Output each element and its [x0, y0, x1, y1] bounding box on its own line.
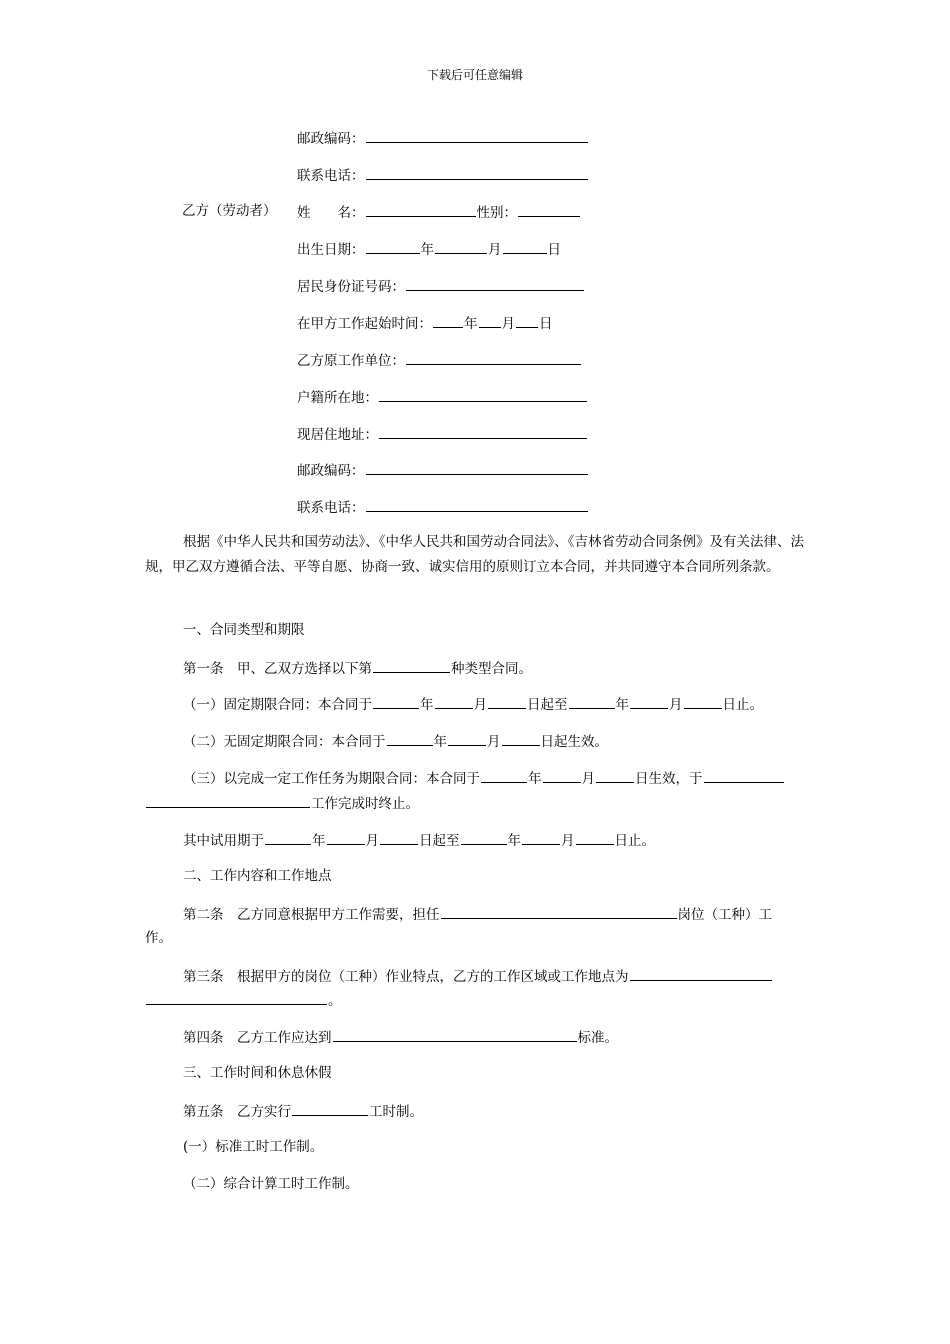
- open-term-text: （二）无固定期限合同：本合同于: [183, 734, 386, 750]
- article-2: [183, 904, 772, 924]
- partyB-start-row: [297, 313, 553, 333]
- open-term-row: [183, 731, 608, 751]
- partyA-phone-label: 联系电话：: [297, 168, 365, 184]
- partyB-id-row: [297, 276, 585, 296]
- partyB-postal-code-row: [297, 460, 589, 480]
- partyB-name-field[interactable]: [366, 202, 476, 217]
- article-1-text-a: 第一条 甲、乙双方选择以下第: [183, 661, 372, 677]
- fixed-end-year-field[interactable]: [569, 694, 615, 709]
- trial-end-year-field[interactable]: [461, 830, 507, 845]
- article-3: [183, 966, 773, 986]
- start-year-field[interactable]: [433, 313, 463, 328]
- birth-day-label: 日: [547, 242, 561, 258]
- month-label: 月: [581, 771, 595, 787]
- trial-start-month-field[interactable]: [327, 830, 365, 845]
- trial-end-day-field[interactable]: [576, 830, 614, 845]
- partyB-phone-label: 联系电话：: [297, 500, 365, 516]
- month-label: 月: [473, 697, 487, 713]
- task-term-text: （三）以完成一定工作任务为期限合同：本合同于: [183, 771, 480, 787]
- partyB-birth-row: [297, 239, 561, 259]
- article-3-cont: [145, 990, 342, 1010]
- partyB-household-label: 户籍所在地：: [297, 390, 378, 406]
- partyB-gender-field[interactable]: [518, 202, 580, 217]
- fixed-end-month-field[interactable]: [630, 694, 668, 709]
- section-1-heading: 一、合同类型和期限: [183, 622, 305, 638]
- partyB-orig-unit-field[interactable]: [406, 350, 581, 365]
- year-label: 年: [528, 771, 542, 787]
- partyA-phone-field[interactable]: [366, 165, 588, 180]
- partyA-postal-code-label: 邮政编码：: [297, 131, 365, 147]
- article-4-text-a: 第四条 乙方工作应达到: [183, 1030, 332, 1046]
- article-2-text-a: 第二条 乙方同意根据甲方工作需要，担任: [183, 907, 440, 923]
- birth-month-field[interactable]: [435, 239, 487, 254]
- partyA-phone-row: [297, 165, 589, 185]
- task-effective-text: 日生效，于: [635, 771, 703, 787]
- work-location-field-a[interactable]: [630, 966, 772, 981]
- article-3-end: 。: [328, 993, 342, 1009]
- page-header-note: 下载后可任意编辑: [426, 68, 523, 82]
- birth-year-field[interactable]: [366, 239, 420, 254]
- task-term-row-cont: [145, 793, 419, 813]
- article-4-text-b: 标准。: [577, 1030, 618, 1046]
- month-label: 月: [487, 734, 501, 750]
- partyB-postal-code-label: 邮政编码：: [297, 463, 365, 479]
- task-term-row: [183, 768, 785, 788]
- partyB-name-row: [297, 202, 581, 222]
- partyB-address-label: 现居住地址：: [297, 427, 378, 443]
- partyA-postal-code-row: [297, 128, 589, 148]
- start-day-field[interactable]: [516, 313, 538, 328]
- article-5-text-b: 工时制。: [369, 1104, 423, 1120]
- birth-month-label: 月: [488, 242, 502, 258]
- open-term-effective-text: 日起生效。: [540, 734, 608, 750]
- partyA-postal-code-field[interactable]: [366, 128, 588, 143]
- fixed-end-day-field[interactable]: [684, 694, 722, 709]
- section-2-heading: 二、工作内容和工作地点: [183, 868, 332, 884]
- fixed-start-month-field[interactable]: [435, 694, 473, 709]
- task-start-month-field[interactable]: [543, 768, 581, 783]
- trial-start-year-field[interactable]: [265, 830, 311, 845]
- position-field[interactable]: [441, 904, 677, 919]
- start-year-label: 年: [464, 316, 478, 332]
- article-1: [183, 658, 532, 678]
- partyB-postal-code-field[interactable]: [366, 460, 588, 475]
- fixed-start-day-field[interactable]: [488, 694, 526, 709]
- partyB-phone-row: [297, 497, 589, 517]
- standard-hours-item: (一）标准工时工作制。: [183, 1139, 324, 1155]
- task-start-year-field[interactable]: [481, 768, 527, 783]
- section-3-heading: 三、工作时间和休息休假: [183, 1065, 332, 1081]
- partyB-address-row: [297, 424, 588, 444]
- partyB-name-label: 姓 名：: [297, 205, 365, 221]
- trial-period-row: [183, 830, 655, 850]
- date-from-text: 日起至: [527, 697, 568, 713]
- partyB-household-field[interactable]: [379, 387, 587, 402]
- partyB-gender-label: 性别：: [476, 205, 517, 221]
- task-description-field-b[interactable]: [146, 793, 310, 808]
- birth-year-label: 年: [420, 242, 434, 258]
- partyB-start-label: 在甲方工作起始时间：: [297, 316, 432, 332]
- article-5-text-a: 第五条 乙方实行: [183, 1104, 291, 1120]
- month-label: 月: [561, 833, 575, 849]
- date-to-text: 日止。: [614, 833, 655, 849]
- partyB-household-row: [297, 387, 588, 407]
- partyB-id-label: 居民身份证号码：: [297, 279, 405, 295]
- birth-day-field[interactable]: [503, 239, 547, 254]
- open-start-month-field[interactable]: [448, 731, 486, 746]
- start-month-label: 月: [501, 316, 515, 332]
- year-label: 年: [433, 734, 447, 750]
- partyB-orig-unit-label: 乙方原工作单位：: [297, 353, 405, 369]
- article-3-text: 第三条 根据甲方的岗位（工种）作业特点，乙方的工作区域或工作地点为: [183, 969, 629, 985]
- year-label: 年: [420, 697, 434, 713]
- open-start-day-field[interactable]: [502, 731, 540, 746]
- partyB-address-field[interactable]: [379, 424, 587, 439]
- date-to-text: 日止。: [722, 697, 763, 713]
- open-start-year-field[interactable]: [387, 731, 433, 746]
- date-from-text: 日起至: [419, 833, 460, 849]
- comprehensive-hours-item: （二）综合计算工时工作制。: [183, 1176, 359, 1192]
- trial-start-day-field[interactable]: [380, 830, 418, 845]
- working-hours-system-field[interactable]: [292, 1101, 368, 1116]
- trial-period-text: 其中试用期于: [183, 833, 264, 849]
- article-2-cont: 作。: [145, 930, 172, 946]
- work-standard-field[interactable]: [333, 1027, 577, 1042]
- month-label: 月: [669, 697, 683, 713]
- partyB-phone-field[interactable]: [366, 497, 588, 512]
- task-start-day-field[interactable]: [596, 768, 634, 783]
- article-5: [183, 1101, 423, 1121]
- partyB-orig-unit-row: [297, 350, 582, 370]
- article-1-text-b: 种类型合同。: [451, 661, 532, 677]
- partyB-label: 乙方（劳动者）: [182, 203, 277, 219]
- partyB-birth-label: 出生日期：: [297, 242, 365, 258]
- partyB-id-field[interactable]: [406, 276, 584, 291]
- fixed-term-row: [183, 694, 763, 714]
- work-location-field-b[interactable]: [146, 990, 327, 1005]
- year-label: 年: [507, 833, 521, 849]
- fixed-start-year-field[interactable]: [373, 694, 419, 709]
- task-description-field-a[interactable]: [704, 768, 784, 783]
- article-2-text-b: 岗位（工种）工: [677, 907, 772, 923]
- contract-type-field[interactable]: [373, 658, 450, 673]
- task-end-text: 工作完成时终止。: [311, 796, 419, 812]
- month-label: 月: [365, 833, 379, 849]
- intro-paragraph: 根据《中华人民共和国劳动法》、《中华人民共和国劳动合同法》、《吉林省劳动合同条例》及有关法律、法规，甲乙双方遵循合法、平等自愿、协商一致、诚实信用的原则订立本合同，并共同遵守本合同所列条款。: [145, 534, 804, 575]
- year-label: 年: [615, 697, 629, 713]
- article-4: [183, 1027, 618, 1047]
- start-day-label: 日: [539, 316, 553, 332]
- start-month-field[interactable]: [479, 313, 501, 328]
- trial-end-month-field[interactable]: [522, 830, 560, 845]
- fixed-term-text: （一）固定期限合同：本合同于: [183, 697, 372, 713]
- year-label: 年: [312, 833, 326, 849]
